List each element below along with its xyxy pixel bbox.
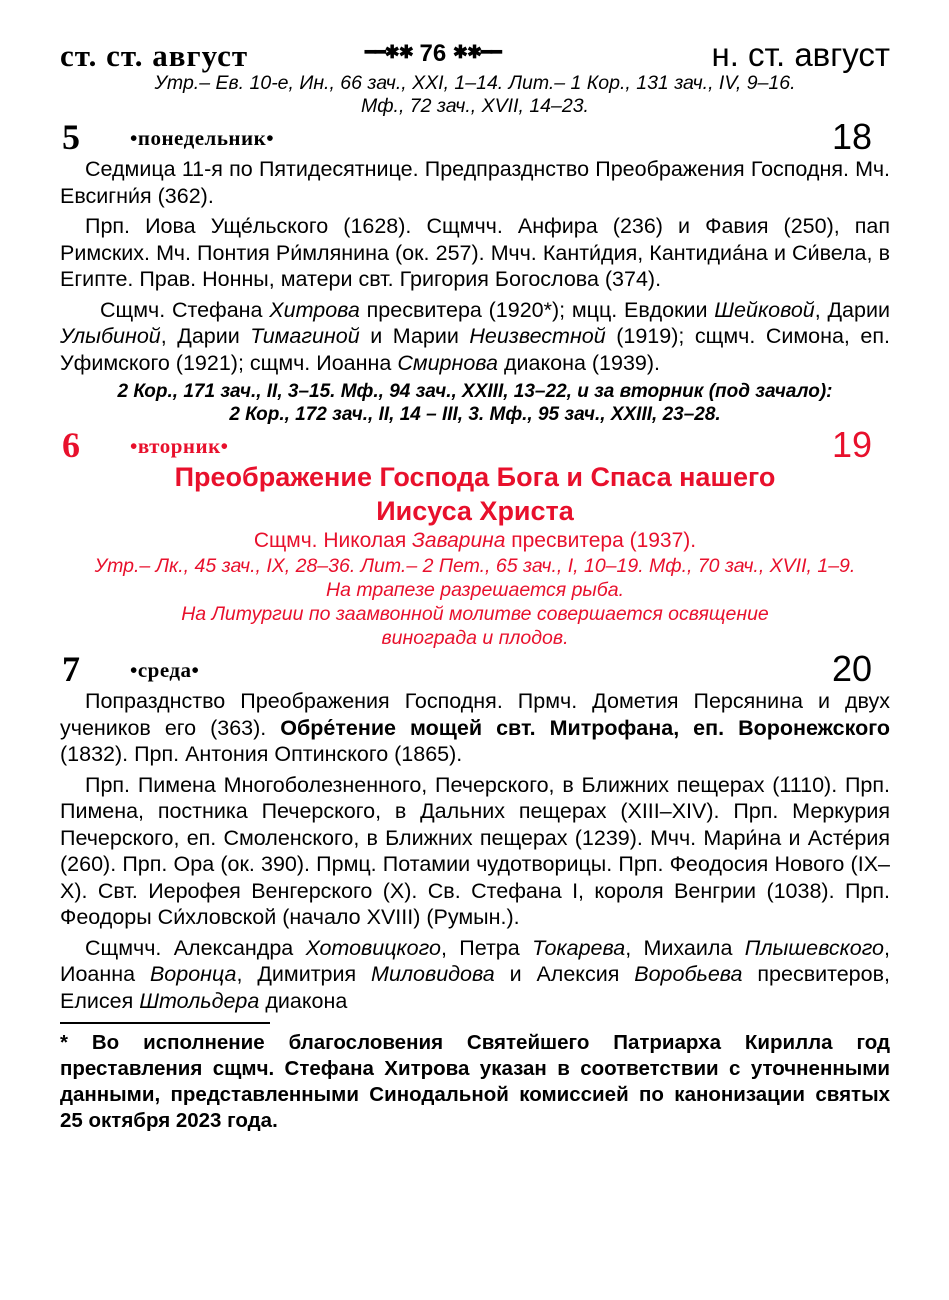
footnote-divider <box>60 1022 270 1024</box>
readings-line: Утр.– Лк., 45 зач., IX, 28–36. Лит.– 2 Пет., 65 зач., I, 10–19. Мф., 70 зач., XVII, 1–9. <box>94 555 856 577</box>
new-martyrs-paragraph: Сщмчч. Александра Хотовицкого, Петра Токарева, Михаила Плышевского, Иоанна Воронца, Димитрия Миловидова и Алексия Воробьева пресвитеров, Елисея Штольдера диакона <box>60 935 890 1013</box>
old-style-month: ст. ст. август <box>60 38 249 73</box>
weekday-name: •понедельник• <box>130 126 275 150</box>
fasting-note: На трапезе разрешается рыба. <box>325 579 624 601</box>
readings-line: 2 Кор., 171 зач., II, 3–15. Мф., 94 зач., XXIII, 13–22, и за вторник (под зачало): <box>117 381 833 402</box>
page-header <box>60 30 890 72</box>
liturgy-note: винограда и плодов. <box>381 627 569 649</box>
new-day-number: 18 <box>831 116 872 157</box>
page-number-block <box>365 40 501 68</box>
ornament-right-icon: ✱✱━━ <box>452 42 501 62</box>
calendar-page <box>60 30 890 1134</box>
top-readings-line1: Утр.– Ев. 10-е, Ин., 66 зач., XXI, 1–14. Лит.– 1 Кор., 131 зач., IV, 9–16. <box>154 72 796 94</box>
saints-paragraph: Прп. Пимена Многоболезненного, Печерского, в Ближних пещерах (1110). Прп. Пимена, постника Печерского, в Дальних пещерах (XIII–XIV). Прп. Меркурия Печерского, еп. Смоленского, в Ближних пещерах (1239). Мчч. Мари́на и Асте́рия (260). Прп. Ора (ок. 390). Прмц. Потамии чудотворицы. Прп. Феодосия Нового (IX–X). Свт. Иерофея Венгерского (X). Св. Стефана I, короля Венгрии (1038). Прп. Феодоры Си́хловской (начало XVIII) (Румын.). <box>60 772 890 929</box>
feast-readings <box>60 554 890 650</box>
page-number: 76 <box>419 40 447 67</box>
top-readings <box>60 72 890 118</box>
new-day-number: 19 <box>831 424 872 465</box>
weekday-name: •среда• <box>130 658 200 682</box>
saints-paragraph: Попразднство Преображения Господня. Прмч. Дометия Персянина и двух учеников его (363). Обре́тение мощей свт. Митрофана, еп. Воронежского (1832). Прп. Антония Оптинского (1865). <box>60 689 891 766</box>
readings-line: 2 Кор., 172 зач., II, 14 – III, 3. Мф., 95 зач., XXIII, 23–28. <box>229 404 721 425</box>
feast-saint: Сщмч. Николая Заварина пресвитера (1937). <box>253 529 697 552</box>
day-header-tuesday <box>60 426 890 464</box>
day-header-wednesday <box>60 650 890 688</box>
new-martyrs-paragraph: Сщмч. Стефана Хитрова пресвитера (1920*); мцц. Евдокии Шейковой, Дарии Улыбиной, Дарии Тимагиной и Марии Неизвестной (1919); сщмч. Симона, еп. Уфимского (1921); сщмч. Иоанна Смирнова диакона (1939). <box>60 297 891 375</box>
new-style-month: н. ст. август <box>711 36 890 73</box>
saints-paragraph: Седмица 11-я по Пятидесятнице. Предпразднство Преображения Господня. Мч. Евсигни́я (362). <box>60 157 890 208</box>
feast-title-line: Иисуса Христа <box>376 496 574 526</box>
day-header-monday <box>60 118 890 156</box>
old-day-number: 7 <box>62 649 80 689</box>
footnote: * Во исполнение благословения Святейшего Патриарха Кирилла год преставления сщмч. Стефана Хитрова указан в соответствии с уточненными данными, представленными Синодальной комиссией по канонизации святых 25 октября 2023 года. <box>60 1031 890 1132</box>
old-day-number: 5 <box>62 117 80 157</box>
day-readings <box>60 380 890 426</box>
old-day-number: 6 <box>62 425 80 465</box>
feast-block <box>60 426 890 650</box>
saints-paragraph: Прп. Иова Уще́льского (1628). Сщмчч. Анфира (236) и Фавия (250), пап Римских. Мч. Понтия Ри́млянина (ок. 257). Мчч. Канти́дия, Кантидиа́на и Си́вела, в Египте. Прав. Нонны, матери свт. Григория Богослова (374). <box>60 214 890 291</box>
new-day-number: 20 <box>831 648 872 689</box>
weekday-name: •вторник• <box>130 434 229 458</box>
feast-title-line: Преображение Господа Бога и Спаса нашего <box>174 462 776 492</box>
liturgy-note: На Литургии по заамвонной молитве совершается освящение <box>181 603 769 625</box>
ornament-left-icon: ━━✱✱ <box>365 42 413 62</box>
feast-title <box>60 460 890 528</box>
top-readings-line2: Мф., 72 зач., XVII, 14–23. <box>361 95 589 117</box>
